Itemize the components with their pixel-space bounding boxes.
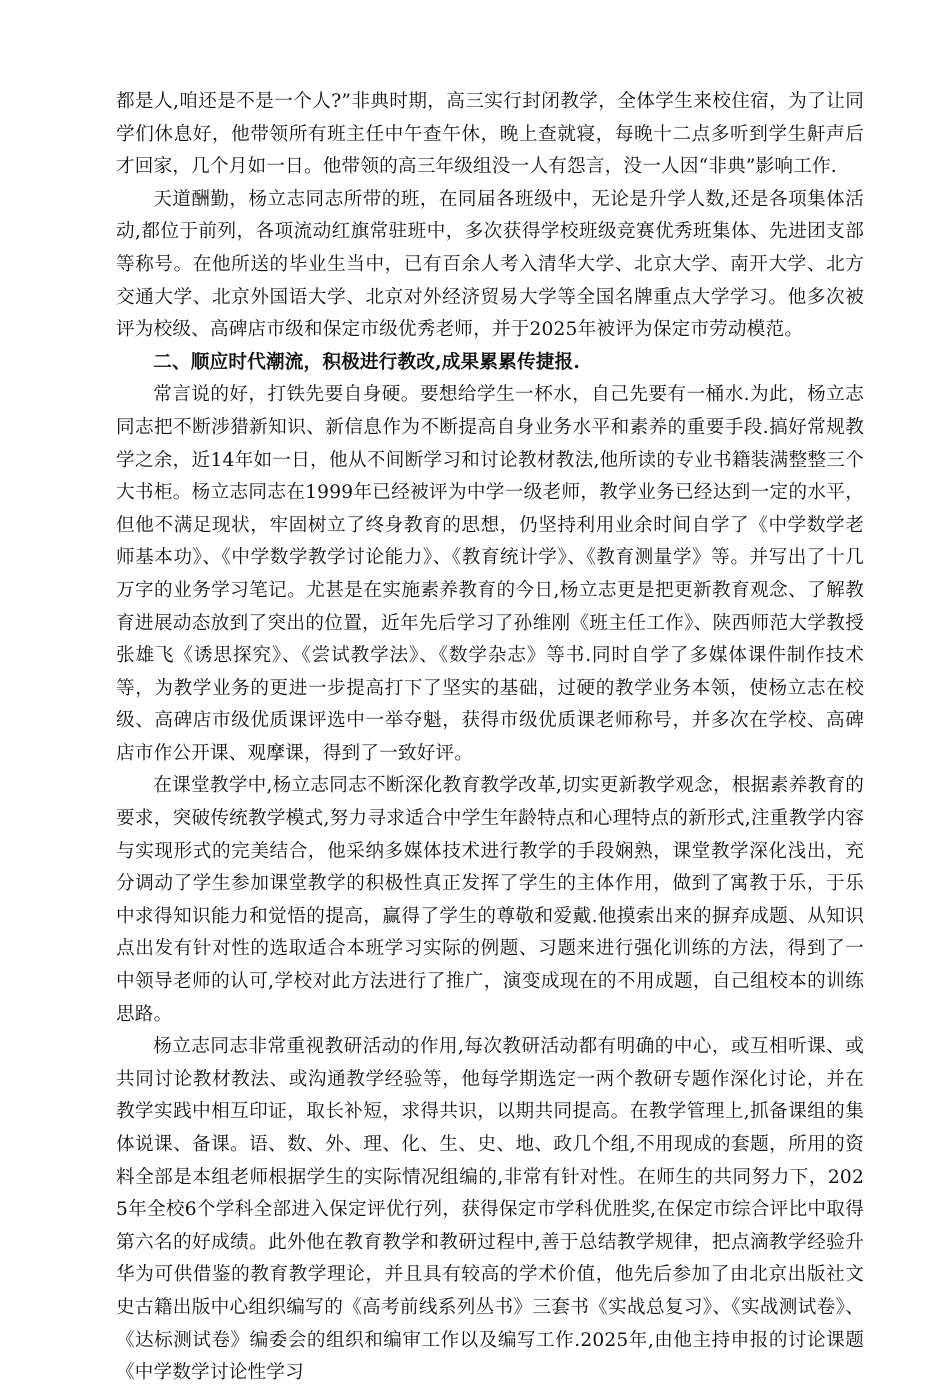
paragraph-classroom-teaching: 在课堂教学中,杨立志同志不断深化教育教学改革,切实更新教学观念，根据素养教育的要求，突破传统教学模式,努力寻求适合中学生年龄特点和心理特点的新形式,注重教学内容与实现形式的完美结合，他采纳多媒体技术进行教学的手段娴熟，课堂教学深化浅出，充分调动了学生参加课堂教学的积极性真正发挥了学生的主体作用，做到了寓教于乐，于乐中求得知识能力和觉悟的提高，赢得了学生的尊敬和爱戴.他摸索出来的摒弃成题、从知识点出发有针对性的选取适合本班学习实际的例题、习题来进行强化训练的方法，得到了一中领导老师的认可,学校对此方法进行了推广，演变成现在的不用成题，自己组校本的训练思路。	[116, 775, 864, 1025]
paragraph-teaching-research: 杨立志同志非常重视教研活动的作用,每次教研活动都有明确的中心，或互相听课、或共同讨论教材教法、或沟通教学经验等，他每学期选定一两个教研专题作深化讨论，并在教学实践中相互印证，取长补短，求得共识，以期共同提高。在教学管理上,抓备课组的集体说课、备课。语、数、外、理、化、生、史、地、政几个组,不用现成的套题，所用的资料全部是本组老师根据学生的实际情况组编的,非常有针对性。在师生的共同努力下，2025年全校6个学科全部进入保定评优行列，获得保定市学科优胜奖,在保定市综合评比中取得第六名的好成绩。此外他在教育教学和教研过程中,善于总结教学规律，把点滴教学经验升华为可供借鉴的教育教学理论，并且具有较高的学术价值，他先后参加了由北京出版社文史古籍出版中心组织编写的《高考前线系列丛书》三套书《实战总复习》、《实战测试卷》、《达标测试卷》编委会的组织和编审工作以及编写工作.2025年,由他主持申报的讨论课题《中学数学讨论性学习	[116, 1036, 864, 1384]
section-heading: 二、顺应时代潮流，积极进行教改,成果累累传捷报.	[153, 351, 580, 373]
paragraph-achievements: 天道酬勤，杨立志同志所带的班，在同届各班级中，无论是升学人数,还是各项集体活动,都位于前列，各项流动红旗常驻班中，多次获得学校班级竞赛优秀班集体、先进团支部等称号。在他所送的毕业生当中，已有百余人考入清华大学、北京大学、南开大学、北方交通大学、北京外国语大学、北京对外经济贸易大学等全国名牌重点大学学习。他多次被评为校级、高碑店市级和保定市级优秀老师，并于2025年被评为保定市劳动模范。	[116, 188, 864, 341]
paragraph-self-study: 常言说的好，打铁先要自身硬。要想给学生一杯水，自己先要有一桶水.为此，杨立志同志把不断涉猎新知识、新信息作为不断提高自身业务水平和素养的重要手段.搞好常规教学之余，近14年如一日，他从不间断学习和讨论教材教法,他所读的专业书籍装满整整三个大书柜。杨立志同志在1999年已经被评为中学一级老师，教学业务已经达到一定的水平，但他不满足现状，牢固树立了终身教育的思想，仍坚持利用业余时间自学了《中学数学老师基本功》、《中学数学教学讨论能力》、《教育统计学》、《教育测量学》等。并写出了十几万字的业务学习笔记。尤甚是在实施素养教育的今日,杨立志更是把更新教育观念、了解教育进展动态放到了突出的位置，近年先后学习了孙维刚《班主任工作》、陕西师范大学教授张雄飞《诱思探究》、《尝试教学法》、《数学杂志》等书.同时自学了多媒体课件制作技术等，为教学业务的更进一步提高打下了坚实的基础，过硬的教学业务本领，使杨立志在校级、高碑店市级优质课评选中一举夺魁，获得市级优质课老师称号，并多次在学校、高碑店市作公开课、观摩课，得到了一致好评。	[116, 384, 864, 764]
paragraph-continued: 都是人,咱还是不是一个人?”非典时期，高三实行封闭教学，全体学生来校住宿，为了让同学们休息好，他带领所有班主任中午查午休，晚上查就寝，每晚十二点多听到学生鼾声后才回家，几个月如一日。他带领的高三年级组没一人有怨言，没一人因“非典”影响工作.	[116, 91, 864, 178]
